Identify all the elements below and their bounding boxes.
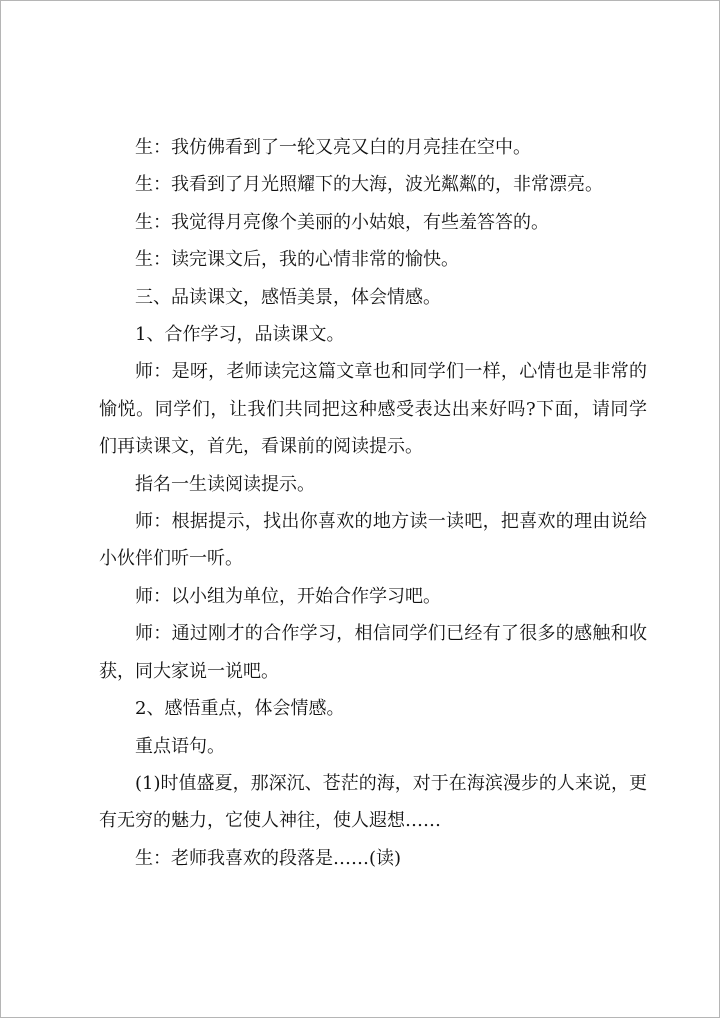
paragraph-teacher-find: 师：根据提示，找出你喜欢的地方读一读吧，把喜欢的理由说给小伙伴们听一听。 xyxy=(99,511,647,570)
subsection-heading-2: 2、感悟重点，体会情感。 xyxy=(135,698,345,720)
section-heading-3: 三、品读课文，感悟美景，体会情感。 xyxy=(135,286,441,308)
paragraph-student-sea: 生：我看到了月光照耀下的大海，波光粼粼的，非常漂亮。 xyxy=(135,174,603,196)
paragraph-quote-1: (1)时值盛夏，那深沉、苍茫的海，对于在海滨漫步的人来说，更有无穷的魅力，它使人神往，使人遐想…… xyxy=(99,772,647,832)
paragraph-student-moon: 生：我仿佛看到了一轮又亮又白的月亮挂在空中。 xyxy=(135,137,531,158)
subsection-heading-1: 1、合作学习，品读课文。 xyxy=(135,324,345,346)
paragraph-student-girl: 生：我觉得月亮像个美丽的小姑娘，有些羞答答的。 xyxy=(135,211,549,233)
document-body xyxy=(99,129,647,877)
paragraph-teacher-share: 师：通过刚才的合作学习，相信同学们已经有了很多的感触和收获，同大家说一说吧。 xyxy=(99,623,647,682)
paragraph-student-mood: 生：读完课文后，我的心情非常的愉快。 xyxy=(135,249,459,271)
paragraph-student-favorite: 生：老师我喜欢的段落是……(读) xyxy=(135,847,402,869)
paragraph-key-sentences: 重点语句。 xyxy=(135,735,225,757)
paragraph-teacher-group: 师：以小组为单位，开始合作学习吧。 xyxy=(135,585,441,607)
paragraph-teacher-intro: 师：是呀，老师读完这篇文章也和同学们一样，心情也是非常的愉悦。同学们，让我们共同把这种感受表达出来好吗?下面，请同学们再读课文，首先，看课前的阅读提示。 xyxy=(99,361,647,458)
paragraph-read-prompt: 指名一生读阅读提示。 xyxy=(135,473,315,495)
